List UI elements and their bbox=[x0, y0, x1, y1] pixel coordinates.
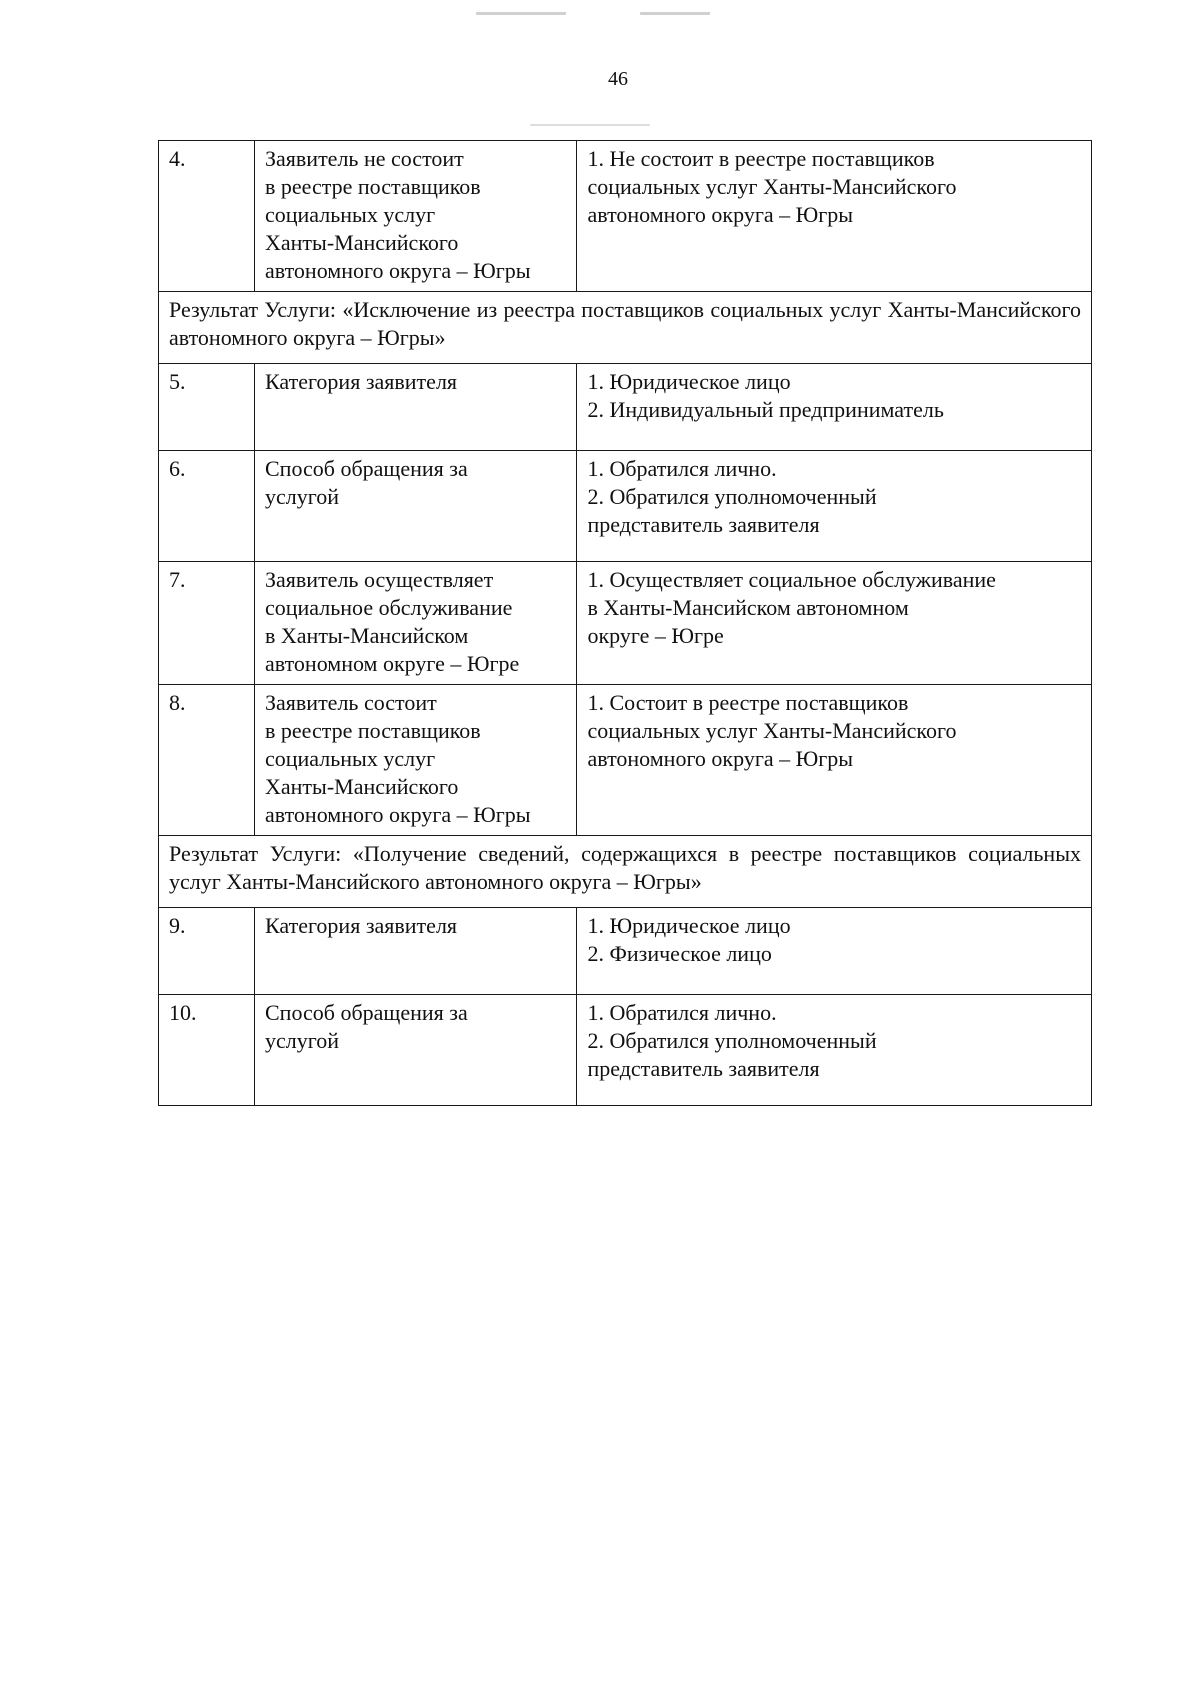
result-row bbox=[159, 836, 1092, 908]
criterion-cell bbox=[255, 685, 577, 836]
value-line: 2. Обратился уполномоченный bbox=[587, 484, 877, 509]
values-cell bbox=[577, 562, 1092, 685]
criterion-line: в реестре поставщиков bbox=[265, 174, 481, 199]
row-number: 9. bbox=[159, 908, 255, 995]
value-line: социальных услуг Ханты-Мансийского bbox=[587, 718, 957, 743]
criterion-line: Категория заявителя bbox=[265, 369, 458, 394]
result-row bbox=[159, 292, 1092, 364]
value-line: автономного округа – Югры bbox=[587, 746, 854, 771]
value-line: в Ханты-Мансийском автономном bbox=[587, 595, 909, 620]
criterion-cell bbox=[255, 364, 577, 451]
value-line: представитель заявителя bbox=[587, 512, 820, 537]
criterion-line: Ханты-Мансийского bbox=[265, 774, 459, 799]
criterion-line: Ханты-Мансийского bbox=[265, 230, 459, 255]
values-cell bbox=[577, 364, 1092, 451]
criterion-line: Заявитель осуществляет bbox=[265, 567, 494, 592]
scan-speck bbox=[640, 12, 710, 15]
table-row bbox=[159, 685, 1092, 836]
row-number: 4. bbox=[159, 141, 255, 292]
criterion-cell bbox=[255, 908, 577, 995]
criterion-line: услугой bbox=[265, 484, 339, 509]
row-number: 10. bbox=[159, 995, 255, 1106]
criterion-line: Категория заявителя bbox=[265, 913, 458, 938]
value-line: 2. Индивидуальный предприниматель bbox=[587, 397, 944, 422]
values-cell bbox=[577, 141, 1092, 292]
row-number: 6. bbox=[159, 451, 255, 562]
value-line: 1. Юридическое лицо bbox=[587, 913, 791, 938]
criterion-line: Способ обращения за bbox=[265, 1000, 468, 1025]
value-line: 1. Юридическое лицо bbox=[587, 369, 791, 394]
criterion-cell bbox=[255, 995, 577, 1106]
criterion-cell bbox=[255, 141, 577, 292]
table-row bbox=[159, 995, 1092, 1106]
table-row bbox=[159, 562, 1092, 685]
result-text: Результат Услуги: «Получение сведений, содержащихся в реестре поставщиков социальных услуг Ханты-Мансийского автономного округа – Югры» bbox=[159, 836, 1092, 908]
value-line: округе – Югре bbox=[587, 623, 724, 648]
values-cell bbox=[577, 451, 1092, 562]
criterion-line: Заявитель не состоит bbox=[265, 146, 464, 171]
criterion-line: в реестре поставщиков bbox=[265, 718, 481, 743]
criterion-line: социальное обслуживание bbox=[265, 595, 513, 620]
criterion-line: в Ханты-Мансийском bbox=[265, 623, 469, 648]
criterion-cell bbox=[255, 562, 577, 685]
criteria-table bbox=[158, 140, 1092, 1106]
scan-speck bbox=[530, 124, 650, 126]
value-line: 1. Обратился лично. bbox=[587, 456, 777, 481]
criterion-line: автономного округа – Югры bbox=[265, 802, 531, 827]
table-row bbox=[159, 364, 1092, 451]
criterion-line: Способ обращения за bbox=[265, 456, 468, 481]
value-line: 2. Обратился уполномоченный bbox=[587, 1028, 877, 1053]
value-line: 1. Обратился лично. bbox=[587, 1000, 777, 1025]
value-line: 1. Не состоит в реестре поставщиков bbox=[587, 146, 935, 171]
value-line: 2. Физическое лицо bbox=[587, 941, 772, 966]
criterion-line: автономного округа – Югры bbox=[265, 258, 531, 283]
value-line: 1. Состоит в реестре поставщиков bbox=[587, 690, 909, 715]
values-cell bbox=[577, 685, 1092, 836]
table-row bbox=[159, 451, 1092, 562]
criterion-line: услугой bbox=[265, 1028, 339, 1053]
values-cell bbox=[577, 908, 1092, 995]
scan-speck bbox=[476, 12, 566, 15]
row-number: 8. bbox=[159, 685, 255, 836]
row-number: 5. bbox=[159, 364, 255, 451]
value-line: 1. Осуществляет социальное обслуживание bbox=[587, 567, 996, 592]
result-text: Результат Услуги: «Исключение из реестра поставщиков социальных услуг Ханты-Мансийского автономного округа – Югры» bbox=[159, 292, 1092, 364]
criterion-line: социальных услуг bbox=[265, 746, 436, 771]
criterion-line: социальных услуг bbox=[265, 202, 436, 227]
criterion-line: автономном округе – Югре bbox=[265, 651, 520, 676]
row-number: 7. bbox=[159, 562, 255, 685]
table-row bbox=[159, 908, 1092, 995]
page-number: 46 bbox=[608, 68, 628, 90]
value-line: автономного округа – Югры bbox=[587, 202, 854, 227]
values-cell bbox=[577, 995, 1092, 1106]
table-row bbox=[159, 141, 1092, 292]
value-line: представитель заявителя bbox=[587, 1056, 820, 1081]
criterion-line: Заявитель состоит bbox=[265, 690, 437, 715]
criterion-cell bbox=[255, 451, 577, 562]
value-line: социальных услуг Ханты-Мансийского bbox=[587, 174, 957, 199]
